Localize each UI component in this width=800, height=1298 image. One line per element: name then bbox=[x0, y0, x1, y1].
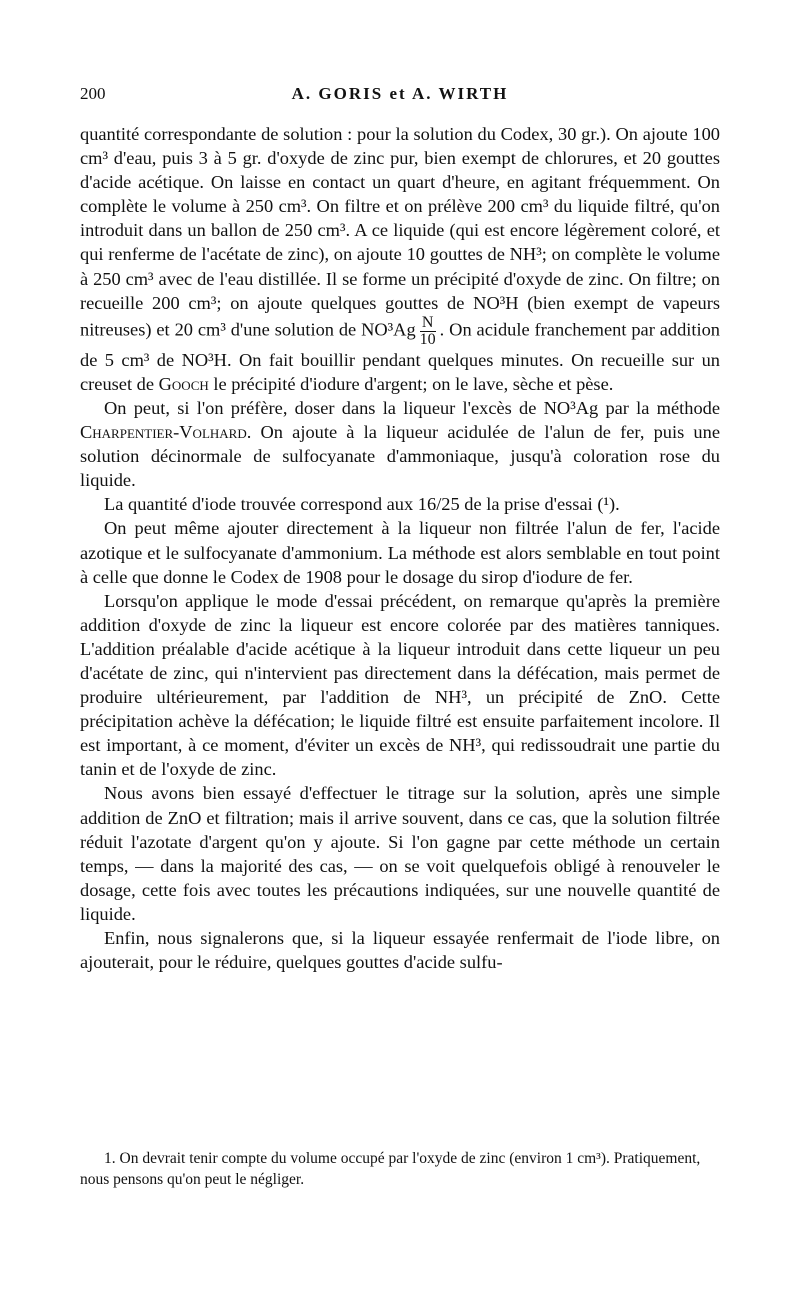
running-title: A. GORIS et A. WIRTH bbox=[291, 84, 509, 103]
fraction-n-over-10 bbox=[420, 315, 436, 348]
fraction-numerator: N bbox=[420, 315, 436, 332]
method-name-charpentier-volhard: Charpentier-Volhard bbox=[80, 422, 247, 443]
paragraph-1-text-2: . On acidule franchement par addition de 5 cm³ de NO³H. On fait bouillir pendant quelques minutes. On recueille sur un creuset de bbox=[80, 319, 720, 394]
paragraph-1-text-3: le précipité d'iodure d'argent; on le lave, sèche et pèse. bbox=[208, 373, 614, 394]
page-number: 200 bbox=[80, 84, 106, 103]
paragraph-1 bbox=[80, 122, 720, 396]
body-text bbox=[80, 122, 720, 974]
paragraph-3: La quantité d'iode trouvée correspond aux 16/25 de la prise d'essai (¹). bbox=[104, 494, 620, 515]
paragraph-2 bbox=[80, 396, 720, 492]
paragraph-1-text: On ajoute 100 cm³ d'eau, puis 3 à 5 gr. d'oxyde de zinc pur, bien exempt de chlorures, et 20 gouttes d'acide acétique. On laisse en contact un quart d'heure, en agitant fréquemment. On complète le volume à 250 cm³. On filtre et on prélève 200 cm³ du liquide filtré, qu'on introduit dans un ballon de 250 cm³. A ce liquide (qui est encore légèrement coloré, et qui renferme de l'acétate de zinc), on ajoute 10 gouttes de NH³; on complète le volume à 250 cm³ avec de l'eau distillée. Il se forme un précipité d'oxyde de zinc. On filtre; on recueille 200 cm³; on ajoute quelques gouttes de NO³H (bien exempt de vapeurs nitreuses) et 20 cm³ d'une solution de NO³Ag bbox=[80, 124, 720, 340]
paragraph-7: Enfin, nous signalerons que, si la liqueur essayée renfermait de l'iode libre, on ajouterait, pour le réduire, quelques gouttes d'acide sulfu- bbox=[80, 928, 720, 973]
paragraph-2-text-2: . On ajoute à la liqueur acidulée de l'alun de fer, puis une solution décinormale de sulfocyanate d'ammoniaque, jusqu'à coloration rose du liquide. bbox=[80, 422, 720, 491]
footnote bbox=[80, 1148, 720, 1190]
paragraph-6: Nous avons bien essayé d'effectuer le titrage sur la solution, après une simple addition de ZnO et filtration; mais il arrive souvent, dans ce cas, que la solution filtrée réduit l'azotate d'argent qu'on y ajoute. Si l'on gagne par cette méthode un certain temps, — dans la majorité des cas, — on se voit quelquefois obligé à renouveler le dosage, cette fois avec toutes les précautions indiquées, sur une nouvelle quantité de liquide. bbox=[80, 783, 720, 924]
paragraph-5: Lorsqu'on applique le mode d'essai précédent, on remarque qu'après la première addition d'oxyde de zinc la liqueur est encore colorée par des matières tanniques. L'addition préalable d'acide acétique à la liqueur introduit dans cette liqueur un peu d'acétate de zinc, qui n'intervient pas directement dans la défécation, mais permet de produire ultérieurement, par l'addition de NH³, un précipité de ZnO. Cette précipitation achève la défécation; le liquide filtré est ensuite parfaitement incolore. Il est important, à ce moment, d'éviter un excès de NH³, qui redissoudrait une partie du tanin et de l'oxyde de zinc. bbox=[80, 590, 720, 780]
author-name-gooch: Gooch bbox=[158, 373, 209, 394]
paragraph-4: On peut même ajouter directement à la liqueur non filtrée l'alun de fer, l'acide azotique et le sulfocyanate d'ammonium. La méthode est alors semblable en tout point à celle que donne le Codex de 1908 pour le dosage du sirop d'iodure de fer. bbox=[80, 518, 720, 587]
paragraph-1-line-1: quantité correspondante de solution : pour la solution du Codex, 30 gr.). bbox=[80, 124, 611, 144]
page-header bbox=[80, 84, 720, 114]
footnote-text: 1. On devrait tenir compte du volume occupé par l'oxyde de zinc (environ 1 cm³). Pratiquement, nous pensons qu'on peut le négliger. bbox=[80, 1150, 701, 1188]
fraction-denominator: 10 bbox=[419, 330, 436, 348]
paragraph-2-text: On peut, si l'on préfère, doser dans la liqueur l'excès de NO³Ag par la méthode bbox=[104, 397, 720, 418]
